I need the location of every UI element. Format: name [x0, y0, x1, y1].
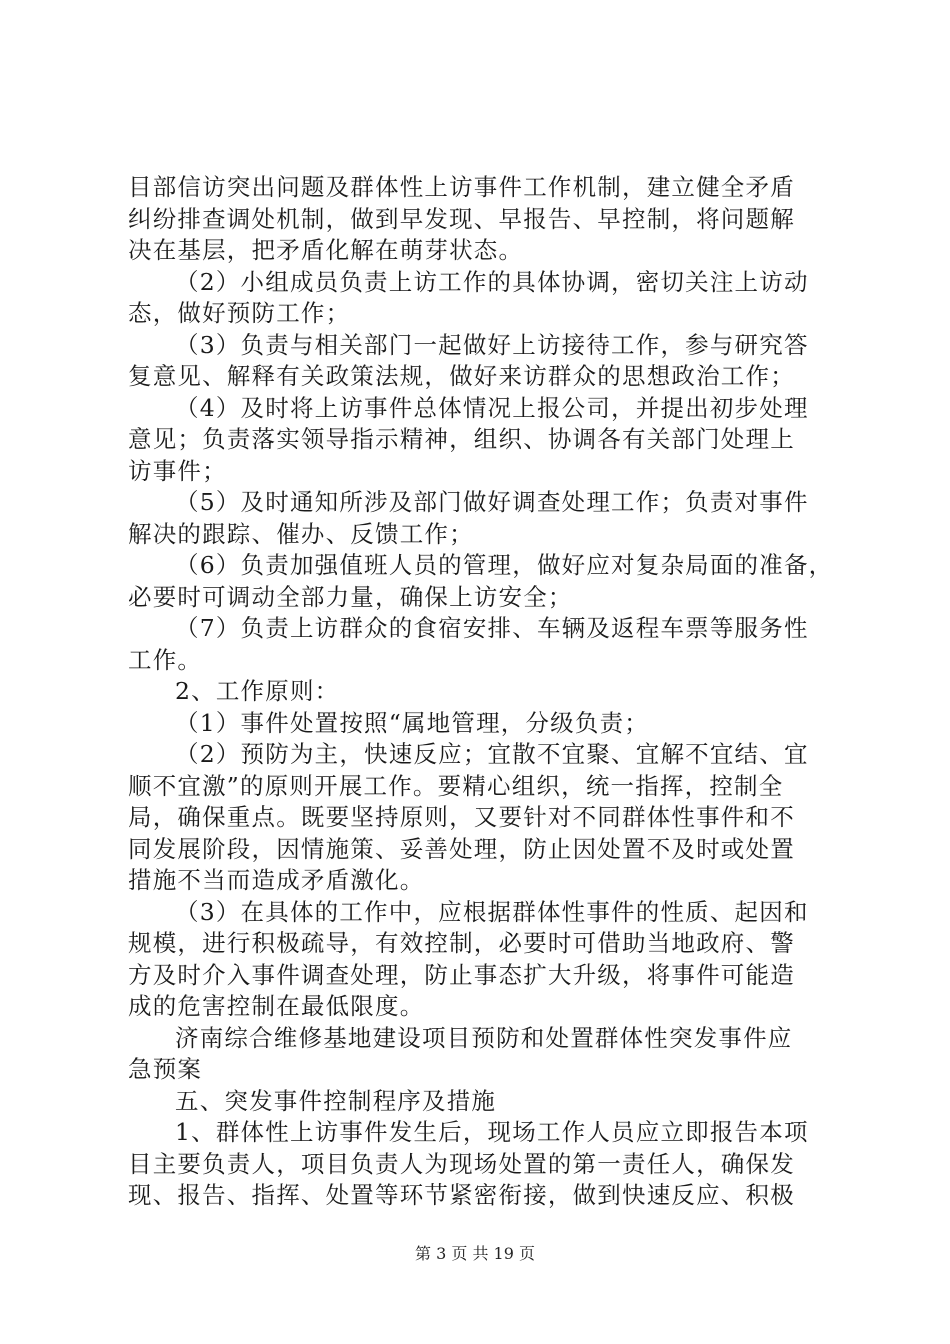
text-line: （1）事件处置按照“属地管理，分级负责；	[175, 708, 649, 737]
text-line: 成的危害控制在最低限度。	[128, 992, 425, 1020]
text-line: 必要时可调动全部力量，确保上访安全；	[128, 582, 573, 611]
text-line: 同发展阶段，因情施策、妥善处理，防止因处置不及时或处置	[128, 834, 795, 863]
text-line: 规模，进行积极疏导，有效控制，必要时可借助当地政府、警	[128, 929, 795, 957]
text-line: 急预案	[128, 1055, 203, 1083]
text-line: 1、群体性上访事件发生后，现场工作人员应立即报告本项	[175, 1118, 809, 1146]
text-line: （3）在具体的工作中，应根据群体性事件的性质、起因和	[175, 897, 809, 926]
text-line: 工作。	[128, 645, 203, 674]
text-line: 目主要负责人，项目负责人为现场处置的第一责任人，确保发	[128, 1149, 795, 1178]
text-line: 访事件；	[128, 456, 227, 485]
text-line: （2）小组成员负责上访工作的具体协调，密切关注上访动	[175, 267, 809, 296]
text-line: 意见；负责落实领导指示精神，组织、协调各有关部门处理上	[128, 425, 795, 453]
text-line: （7）负责上访群众的食宿安排、车辆及返程车票等服务性	[175, 614, 809, 642]
text-line: （6）负责加强值班人员的管理，做好应对复杂局面的准备，	[175, 551, 834, 579]
text-line: 2、工作原则：	[175, 677, 340, 705]
text-line: 纠纷排查调处机制，做到早发现、早报告、早控制，将问题解	[128, 204, 795, 233]
page-footer: 第 3 页 共 19 页	[415, 1244, 535, 1263]
text-line: 济南综合维修基地建设项目预防和处置群体性突发事件应	[175, 1023, 793, 1052]
text-line: （5）及时通知所涉及部门做好调查处理工作；负责对事件	[175, 488, 809, 516]
text-line: 现、报告、指挥、处置等环节紧密衔接，做到快速反应、积极	[128, 1181, 795, 1209]
text-line: 顺不宜激”的原则开展工作。要精心组织，统一指挥，控制全	[128, 771, 784, 800]
text-line: 目部信访突出问题及群体性上访事件工作机制，建立健全矛盾	[128, 173, 795, 201]
text-line: 决在基层，把矛盾化解在萌芽状态。	[128, 236, 524, 264]
text-line: 态，做好预防工作；	[128, 299, 351, 327]
text-line: 解决的跟踪、催办、反馈工作；	[128, 519, 474, 548]
text-line: 局，确保重点。既要坚持原则，又要针对不同群体性事件和不	[128, 803, 795, 831]
text-line: （2）预防为主，快速反应；宜散不宜聚、宜解不宜结、宜	[175, 740, 809, 768]
text-line: （3）负责与相关部门一起做好上访接待工作，参与研究答	[175, 330, 809, 359]
text-line: （4）及时将上访事件总体情况上报公司，并提出初步处理	[175, 393, 809, 422]
text-line: 措施不当而造成矛盾激化。	[128, 866, 425, 894]
text-line: 方及时介入事件调查处理，防止事态扩大升级，将事件可能造	[128, 960, 795, 989]
document-body	[128, 172, 843, 1212]
text-line: 复意见、解释有关政策法规，做好来访群众的思想政治工作；	[128, 362, 795, 390]
text-line: 五、突发事件控制程序及措施	[175, 1086, 497, 1115]
